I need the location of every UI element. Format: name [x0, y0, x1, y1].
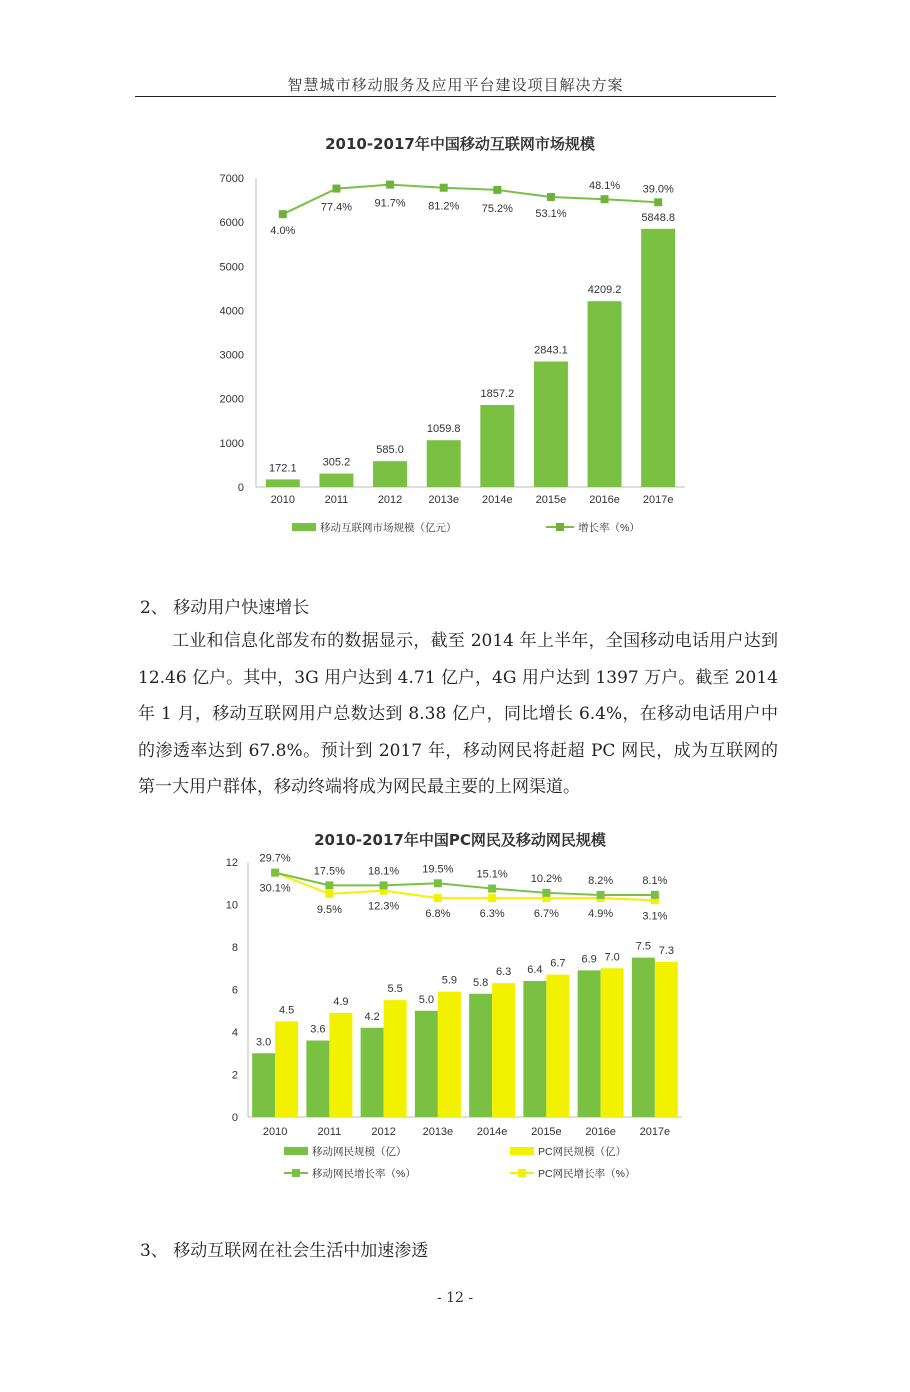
x-tick-label: 2017e — [639, 1126, 671, 1138]
pc-growth-point — [434, 894, 442, 902]
chart1-title: 2010-2017年中国移动互联网市场规模 — [325, 135, 595, 153]
legend-mobile-line-label: 移动网民增长率（%） — [312, 1168, 416, 1180]
pc-bar-label: 6.7 — [550, 957, 566, 970]
y-tick-label: 6000 — [219, 217, 244, 230]
chart2-title: 2010-2017年中国PC网民及移动网民规模 — [314, 831, 606, 849]
pc-growth-point — [325, 890, 333, 898]
mobile-growth-label: 15.1% — [476, 868, 508, 881]
mobile-bar-label: 5.0 — [418, 993, 435, 1006]
mobile-growth-point — [325, 881, 333, 889]
legend-pc-line-label: PC网民增长率（%） — [538, 1168, 636, 1180]
pc-growth-label: 6.7% — [533, 908, 559, 921]
y-tick-label: 0 — [231, 1112, 238, 1124]
mobile-growth-point — [488, 885, 496, 893]
mobile-bar — [252, 1053, 275, 1117]
bar-value-label: 585.0 — [376, 444, 404, 457]
x-tick-label: 2010 — [270, 494, 296, 506]
x-tick-label: 2013e — [428, 494, 459, 506]
x-tick-label: 2013e — [422, 1126, 454, 1138]
bar-value-label: 1059.8 — [426, 423, 461, 436]
legend-swatch-mobile-bar — [284, 1147, 308, 1155]
legend-pc-bar-label: PC网民规模（亿） — [538, 1146, 627, 1158]
y-tick-label: 0 — [237, 482, 244, 494]
legend-swatch-pc-marker — [518, 1169, 526, 1177]
y-tick-label: 6 — [231, 984, 238, 997]
mobile-growth-point — [597, 891, 605, 899]
pc-growth-label: 3.1% — [642, 910, 668, 923]
pc-bar-label: 5.5 — [387, 983, 403, 996]
pc-bar — [601, 968, 624, 1117]
pc-growth-label: 4.9% — [588, 908, 614, 921]
mobile-bar — [523, 981, 546, 1117]
y-tick-label: 10 — [225, 899, 238, 912]
section-3-heading: 3、 移动互联网在社会生活中加速渗透 — [140, 1241, 429, 1261]
mobile-bar — [469, 994, 492, 1117]
mobile-growth-label: 19.5% — [422, 863, 454, 876]
mobile-growth-point — [651, 891, 659, 899]
mobile-growth-point — [271, 869, 279, 877]
x-tick-label: 2012 — [371, 1126, 396, 1138]
y-tick-label: 3000 — [219, 349, 244, 362]
x-tick-label: 2014e — [476, 1126, 508, 1138]
pc-growth-label: 30.1% — [259, 882, 291, 895]
bar-value-label: 4209.2 — [587, 284, 622, 297]
y-tick-label: 2 — [231, 1069, 238, 1082]
x-tick-label: 2016e — [585, 1126, 616, 1138]
growth-rate-label: 39.0% — [642, 183, 674, 196]
mobile-bar-label: 3.6 — [310, 1023, 326, 1036]
pc-bar-label: 6.3 — [495, 966, 512, 979]
y-tick-label: 12 — [225, 857, 238, 869]
pc-growth-label: 12.3% — [368, 900, 400, 913]
x-tick-label: 2015e — [531, 1126, 562, 1138]
bar-value-label: 2843.1 — [534, 344, 568, 357]
bar-value-label: 1857.2 — [480, 388, 515, 401]
mobile-growth-label: 29.7% — [259, 852, 291, 865]
pc-bar — [438, 992, 461, 1117]
legend-swatch-pc-bar — [510, 1147, 534, 1155]
y-tick-label: 5000 — [219, 261, 244, 274]
mobile-growth-label: 10.2% — [530, 872, 562, 885]
y-tick-label: 1000 — [219, 437, 244, 450]
pc-growth-label: 9.5% — [316, 903, 342, 916]
pc-bar — [275, 1021, 298, 1117]
growth-rate-label: 77.4% — [320, 201, 353, 214]
document-header: 智慧城市移动服务及应用平台建设项目解决方案 — [287, 76, 624, 94]
pc-bar-label: 4.5 — [278, 1004, 295, 1017]
mobile-bar-label: 3.0 — [255, 1036, 272, 1049]
mobile-growth-label: 17.5% — [313, 865, 345, 878]
x-tick-label: 2011 — [317, 1126, 342, 1138]
mobile-growth-point — [380, 881, 388, 889]
pc-bar-label: 4.9 — [333, 995, 349, 1008]
pc-bar — [546, 975, 569, 1117]
legend-mobile-bar-label: 移动网民规模（亿） — [312, 1146, 407, 1158]
mobile-bar-label: 4.2 — [364, 1010, 380, 1023]
x-tick-label: 2017e — [642, 494, 674, 506]
x-tick-label: 2011 — [324, 494, 349, 506]
y-tick-label: 8 — [231, 942, 238, 954]
pc-growth-label: 6.8% — [425, 908, 451, 921]
mobile-bar — [415, 1011, 438, 1117]
legend-bar-label: 移动互联网市场规模（亿元） — [320, 522, 457, 534]
mobile-bar-label: 6.9 — [581, 953, 597, 966]
y-tick-label: 4 — [231, 1027, 238, 1039]
mobile-bar-label: 7.5 — [635, 940, 652, 953]
y-tick-label: 4000 — [219, 305, 244, 318]
mobile-growth-point — [434, 879, 442, 887]
growth-rate-label: 81.2% — [428, 200, 460, 213]
section-2-heading: 2、 移动用户快速增长 — [140, 598, 310, 618]
mobile-growth-label: 8.1% — [642, 874, 668, 887]
x-tick-label: 2010 — [262, 1126, 288, 1138]
growth-rate-label: 53.1% — [535, 207, 567, 220]
x-tick-label: 2012 — [377, 494, 403, 506]
legend-swatch-mobile-marker — [292, 1169, 300, 1177]
growth-rate-label: 75.2% — [481, 202, 513, 215]
pc-bar — [329, 1013, 352, 1117]
growth-rate-label: 4.0% — [270, 225, 296, 238]
bar-value-label: 305.2 — [322, 456, 351, 469]
mobile-bar — [306, 1041, 329, 1118]
x-tick-label: 2014e — [482, 494, 513, 506]
y-tick-label: 2000 — [219, 393, 244, 406]
pc-bar-label: 7.0 — [604, 951, 620, 964]
page-number: - 12 - — [436, 1290, 474, 1306]
section-2-paragraph: 工业和信息化部发布的数据显示，截至 2014 年上半年，全国移动电话用户达到 12.46 亿户。其中，3G 用户达到 4.71 亿户，4G 用户达到 1397 万户。截至 2014 年 1 月，移动互联网用户总数达到 8.38 亿户，同比增长 6.4%，在移动电话用户中的渗透率达到 67.8%。预计到 2017 年，移动网民将赶超 PC 网民，成为互联网的第一大用户群体，移动终端将成为网民最主要的上网渠道。 — [138, 631, 778, 797]
legend-line-label: 增长率（%） — [578, 522, 640, 534]
pc-bar-label: 7.3 — [658, 944, 675, 957]
bar-value-label: 172.1 — [269, 462, 297, 475]
mobile-bar-label: 6.4 — [527, 964, 543, 976]
pc-bar — [492, 983, 515, 1117]
x-tick-label: 2015e — [535, 494, 567, 506]
pc-bar — [655, 962, 678, 1117]
growth-rate-label: 48.1% — [588, 180, 621, 193]
y-tick-label: 7000 — [219, 173, 244, 185]
pc-bar — [384, 1000, 407, 1117]
mobile-bar — [578, 970, 601, 1117]
pc-growth-label: 6.3% — [479, 908, 505, 921]
growth-rate-label: 91.7% — [374, 197, 406, 210]
mobile-growth-label: 18.1% — [368, 865, 400, 878]
mobile-bar — [632, 958, 655, 1117]
x-tick-label: 2016e — [589, 494, 620, 506]
mobile-bar — [361, 1028, 384, 1117]
pc-bar-label: 5.9 — [441, 974, 458, 987]
mobile-bar-label: 5.8 — [472, 976, 489, 989]
bar-value-label: 5848.8 — [641, 211, 676, 224]
mobile-growth-label: 8.2% — [588, 874, 614, 887]
pc-growth-point — [488, 894, 496, 902]
mobile-growth-point — [542, 889, 550, 897]
